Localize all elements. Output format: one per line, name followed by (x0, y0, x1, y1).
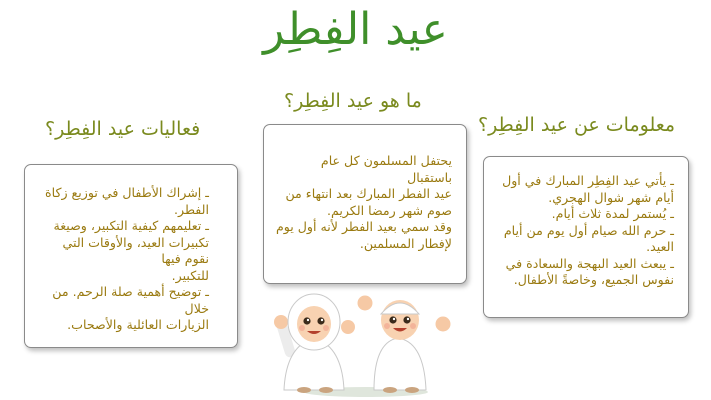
card-line: ـ توضيح أهمية صلة الرحم. من خلال (52, 284, 209, 316)
card-eid-activities (24, 164, 238, 348)
boy-figure (358, 296, 451, 394)
slide-title: عيد الفِطِر (263, 4, 448, 55)
card-line: أيام شهر شوال الهجري. (548, 189, 674, 205)
girl-figure (274, 294, 355, 393)
heading-eid-facts: معلومات عن عيد الفِطِر؟ (478, 114, 676, 136)
two-children-waving-illustration (274, 286, 452, 398)
card-line: يحتفل المسلمون كل عام باستقبال (320, 153, 452, 185)
card-line: عيد الفطر المبارك بعد انتهاء من (285, 186, 452, 201)
card-line: نفوس الجميع، وخاصةً الأطفال. (513, 272, 674, 287)
card-line: وقد سمي بعيد الفطر لأنه أول يوم (275, 219, 452, 234)
card-line: ـ إشراك الأطفال في توزيع زكاة (45, 185, 209, 200)
card-line: ـ حرم الله صيام أول يوم من أيام (503, 222, 674, 238)
heading-what-is-eid: ما هو عيد الفِطِر؟ (284, 90, 422, 112)
card-what-is-eid (263, 124, 467, 284)
card-line: ـ يأتي عيد الفِطِر المبارك في أول (502, 173, 674, 188)
card-line: العيد. (646, 239, 674, 254)
card-line: ـ يُستمر لمدة ثلاث أيام. (551, 206, 674, 221)
card-line: الفطر. (174, 201, 209, 217)
card-line: صوم شهر رمضا الكريم. (326, 202, 452, 218)
heading-eid-activities: فعاليات عيد الفِطِر؟ (45, 118, 201, 140)
card-line: الزيارات العائلية والأصحاب. (67, 317, 209, 332)
card-line: تكبيرات العيد، والأوقات التي نقوم فيها (62, 234, 209, 266)
card-line: للتكبير. (171, 267, 209, 283)
card-line: ـ يبعث العيد البهجة والسعادة في (505, 255, 674, 271)
card-line: لإفطار المسلمين. (359, 235, 452, 251)
card-line: ـ تعليمهم كيفية التكبير، وصيغة (53, 218, 209, 233)
card-eid-facts (483, 156, 689, 318)
